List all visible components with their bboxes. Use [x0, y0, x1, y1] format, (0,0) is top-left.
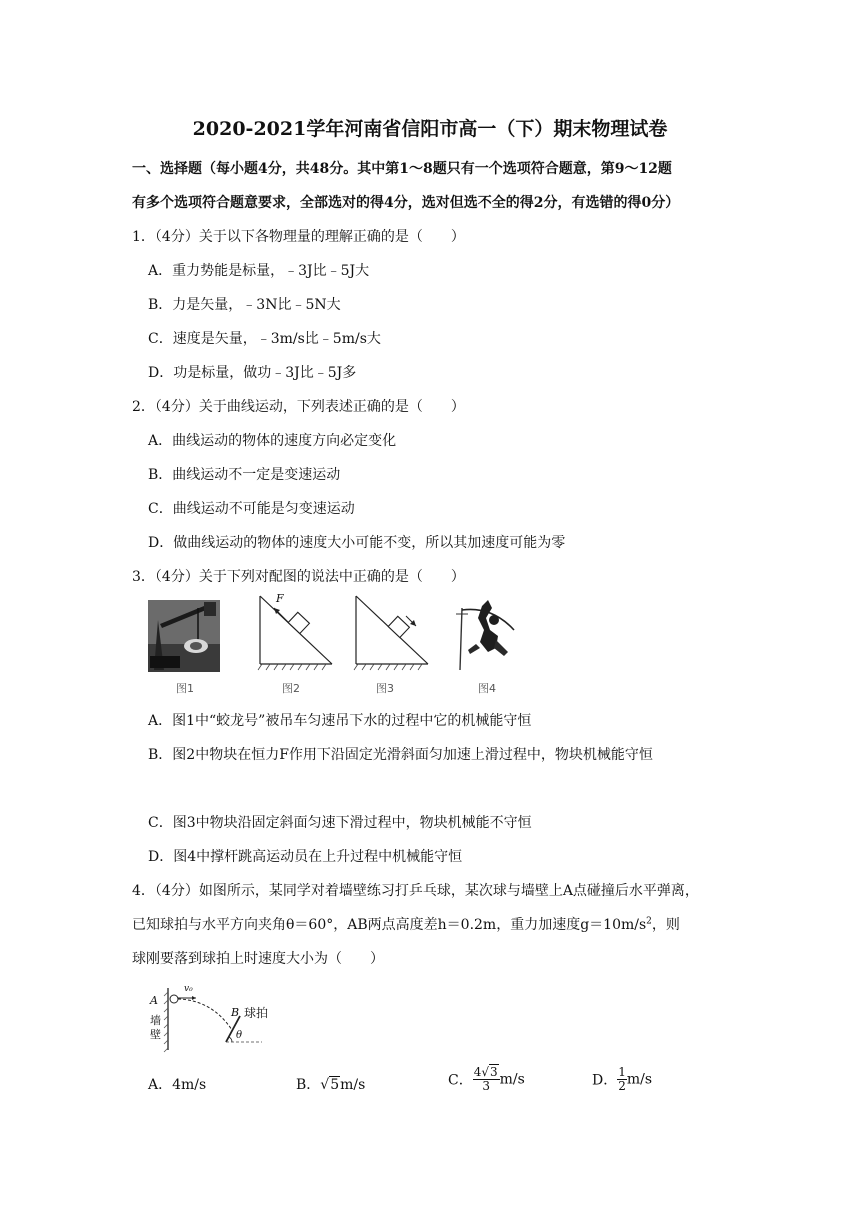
- figure-1-label: 图1: [176, 682, 194, 695]
- question-4-stem-line-3: 球刚要落到球拍上时速度大小为（ ）: [132, 951, 384, 967]
- figure-3-label: 图3: [376, 682, 394, 695]
- section-header-line-1: 一、选择题（每小题4分，共48分。其中第1～8题只有一个选项符合题意，第9～12题: [132, 161, 672, 177]
- figure-4-pole-vaulter: [452, 596, 528, 674]
- fraction: [473, 1066, 500, 1093]
- question-4-stem-line-1: 4．（4分）如图所示，某同学对着墙壁练习打乒乓球，某次球与墙壁上A点碰撞后水平弹离，: [132, 883, 699, 899]
- sqrt-expression: √3: [481, 1065, 498, 1079]
- page-title: 2020-2021学年河南省信阳市高一（下）期末物理试卷: [192, 118, 668, 140]
- option-value: 4m/s: [172, 1077, 207, 1093]
- radicand: 3: [490, 1065, 498, 1079]
- option-unit: m/s: [626, 1071, 653, 1088]
- coefficient: 4: [473, 1065, 482, 1079]
- question-1-option-a: A．重力势能是标量，﹣3J比﹣5J大: [148, 263, 370, 279]
- option-label: C．: [448, 1072, 473, 1089]
- question-3-option-b: B．图2中物块在恒力F作用下沿固定光滑斜面匀加速上滑过程中，物块机械能守恒: [148, 747, 653, 763]
- figure-2-incline-with-force: [254, 592, 334, 674]
- superscript-exponent: 2: [646, 916, 652, 927]
- option-label: D．: [592, 1072, 618, 1089]
- point-a-label: A: [150, 994, 158, 1007]
- velocity-label: v₀: [184, 984, 193, 994]
- numerator: [473, 1066, 500, 1080]
- sqrt-expression: √5: [320, 1077, 340, 1093]
- question-1-option-b: B．力是矢量，﹣3N比﹣5N大: [148, 297, 341, 313]
- denominator: 2: [618, 1079, 626, 1093]
- denominator: 3: [482, 1079, 490, 1093]
- question-3-option-a: A．图1中“蛟龙号”被吊车匀速吊下水的过程中它的机械能守恒: [148, 713, 532, 729]
- question-2-option-d: D．做曲线运动的物体的速度大小可能不变，所以其加速度可能为零: [148, 535, 566, 551]
- question-4-stem-line-2-tail: ，则: [651, 917, 680, 933]
- figure-3-incline-sliding-block: [350, 592, 430, 674]
- question-2-stem: 2．（4分）关于曲线运动，下列表述正确的是（ ）: [132, 399, 465, 415]
- figure-4-label: 图4: [478, 682, 496, 695]
- wall-label: 墙壁: [150, 1014, 161, 1041]
- question-3-option-c: C．图3中物块沿固定斜面匀速下滑过程中，物块机械能不守恒: [148, 815, 532, 831]
- question-1-option-c: C．速度是矢量，﹣3m/s比﹣5m/s大: [148, 331, 381, 347]
- question-1-stem: 1．（4分）关于以下各物理量的理解正确的是（ ）: [132, 229, 465, 245]
- question-4-stem-line-2: [132, 914, 680, 934]
- figure-2-label: 图2: [282, 682, 300, 695]
- figure-1-crane-photo: [148, 600, 220, 672]
- question-4-stem-line-2-text: 已知球拍与水平方向夹角θ＝60°，AB两点高度差h＝0.2m，重力加速度g＝10m/s: [132, 917, 647, 933]
- section-header-line-2: 有多个选项符合题意要求，全部选对的得4分，选对但选不全的得2分，有选错的得0分）: [132, 195, 680, 211]
- option-unit: m/s: [340, 1077, 366, 1093]
- question-4-option-b: [296, 1074, 365, 1094]
- point-b-label: B: [231, 1006, 240, 1019]
- question-2-option-a: A．曲线运动的物体的速度方向必定变化: [148, 433, 397, 449]
- numerator: 1: [618, 1065, 626, 1079]
- question-4-option-a: [148, 1074, 206, 1094]
- question-4-option-d: [592, 1066, 652, 1093]
- option-unit: m/s: [499, 1071, 525, 1088]
- question-1-option-d: D．功是标量，做功﹣3J比﹣5J多: [148, 365, 357, 381]
- racket-label: 球拍: [244, 1006, 269, 1020]
- option-label: B．: [296, 1077, 321, 1093]
- option-label: A．: [148, 1077, 173, 1093]
- question-3-stem: 3．（4分）关于下列对配图的说法中正确的是（ ）: [132, 569, 465, 585]
- question-2-option-b: B．曲线运动不一定是变速运动: [148, 467, 341, 483]
- question-3-option-d: D．图4中撑杆跳高运动员在上升过程中机械能守恒: [148, 849, 463, 865]
- radicand: 5: [330, 1077, 340, 1093]
- angle-label: θ: [236, 1030, 243, 1041]
- question-4-option-c: [448, 1066, 525, 1093]
- fraction: [617, 1066, 627, 1093]
- figure-2-force-label: F: [276, 592, 284, 605]
- question-2-option-c: C．曲线运动不可能是匀变速运动: [148, 501, 355, 517]
